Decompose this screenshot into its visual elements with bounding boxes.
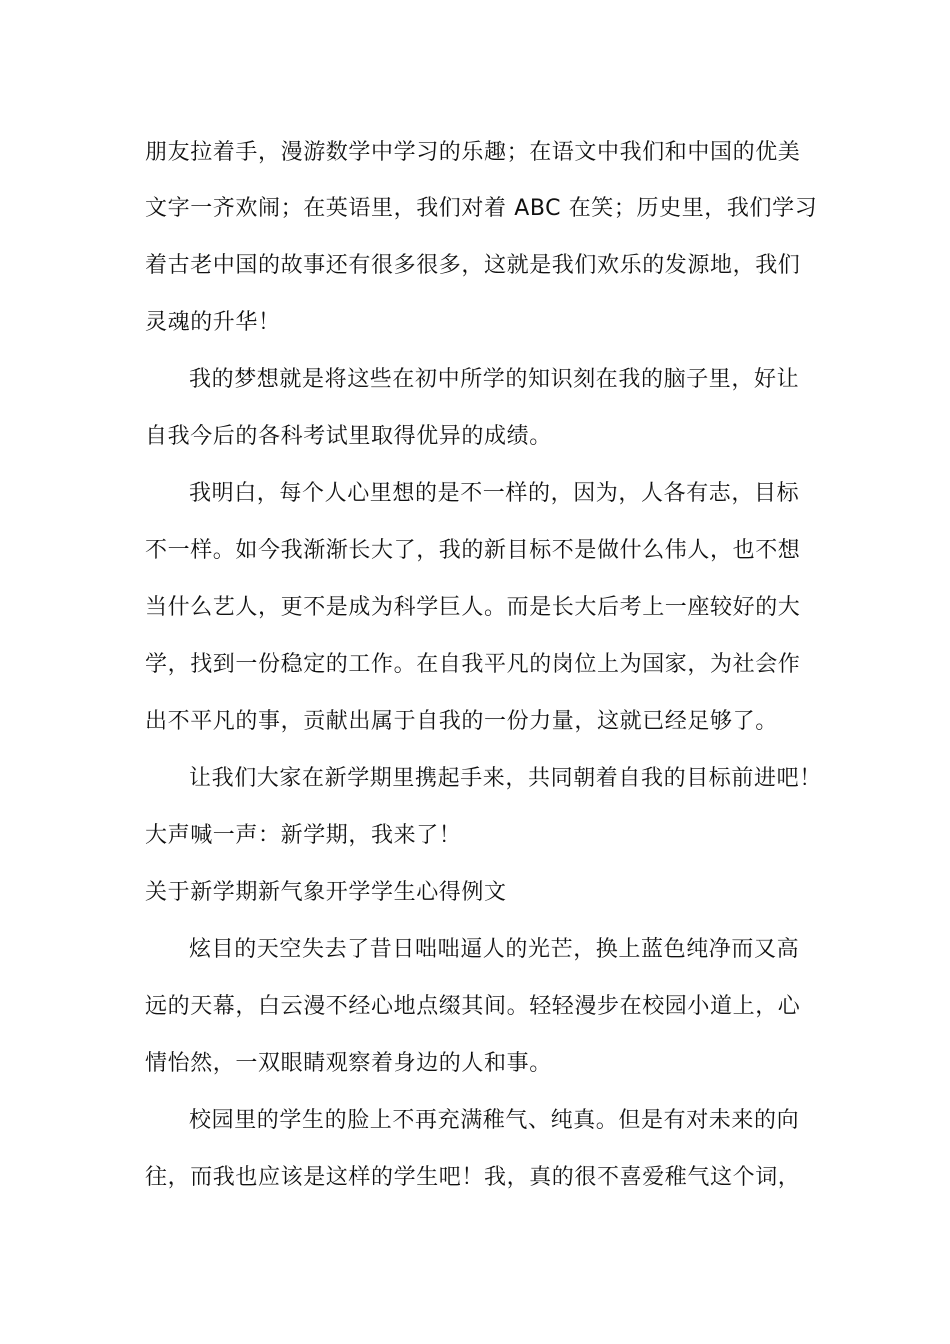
text-line: 当什么艺人，更不是成为科学巨人。而是长大后考上一座较好的大 (145, 595, 801, 620)
text-line: 炫目的天空失去了昔日咄咄逼人的光芒，换上蓝色纯净而又高 (189, 937, 800, 962)
text-line: 着古老中国的故事还有很多很多，这就是我们欢乐的发源地，我们 (145, 253, 801, 278)
text-line: 让我们大家在新学期里携起手来，共同朝着自我的目标前进吧！ (189, 766, 822, 791)
text-line: 我的梦想就是将这些在初中所学的知识刻在我的脑子里，好让 (189, 367, 800, 392)
text-line: 出不平凡的事，贡献出属于自我的一份力量，这就已经足够了。 (145, 709, 778, 734)
text-line: 不一样。如今我渐渐长大了，我的新目标不是做什么伟人，也不想 (145, 538, 801, 563)
text-line: 学，找到一份稳定的工作。在自我平凡的岗位上为国家，为社会作 (145, 652, 801, 677)
section-title: 关于新学期新气象开学学生心得例文 (145, 880, 507, 905)
text-line: 朋友拉着手，漫游数学中学习的乐趣；在语文中我们和中国的优美 (145, 140, 801, 165)
text-line: 往，而我也应该是这样的学生吧！我，真的很不喜爱稚气这个词， (145, 1165, 801, 1190)
text-line: 远的天幕，白云漫不经心地点缀其间。轻轻漫步在校园小道上，心 (145, 994, 801, 1019)
text-line: 我明白，每个人心里想的是不一样的，因为，人各有志，目标 (189, 481, 800, 506)
text-line: 情怡然，一双眼睛观察着身边的人和事。 (145, 1051, 552, 1076)
text-line: 大声喊一声：新学期，我来了！ (145, 823, 462, 848)
text-line: 灵魂的升华！ (145, 310, 281, 335)
text-line: 校园里的学生的脸上不再充满稚气、纯真。但是有对未来的向 (189, 1108, 800, 1133)
text-line: 自我今后的各科考试里取得优异的成绩。 (145, 424, 552, 449)
text-line: 文字一齐欢闹；在英语里，我们对着 ABC 在笑；历史里，我们学习 (145, 196, 818, 221)
